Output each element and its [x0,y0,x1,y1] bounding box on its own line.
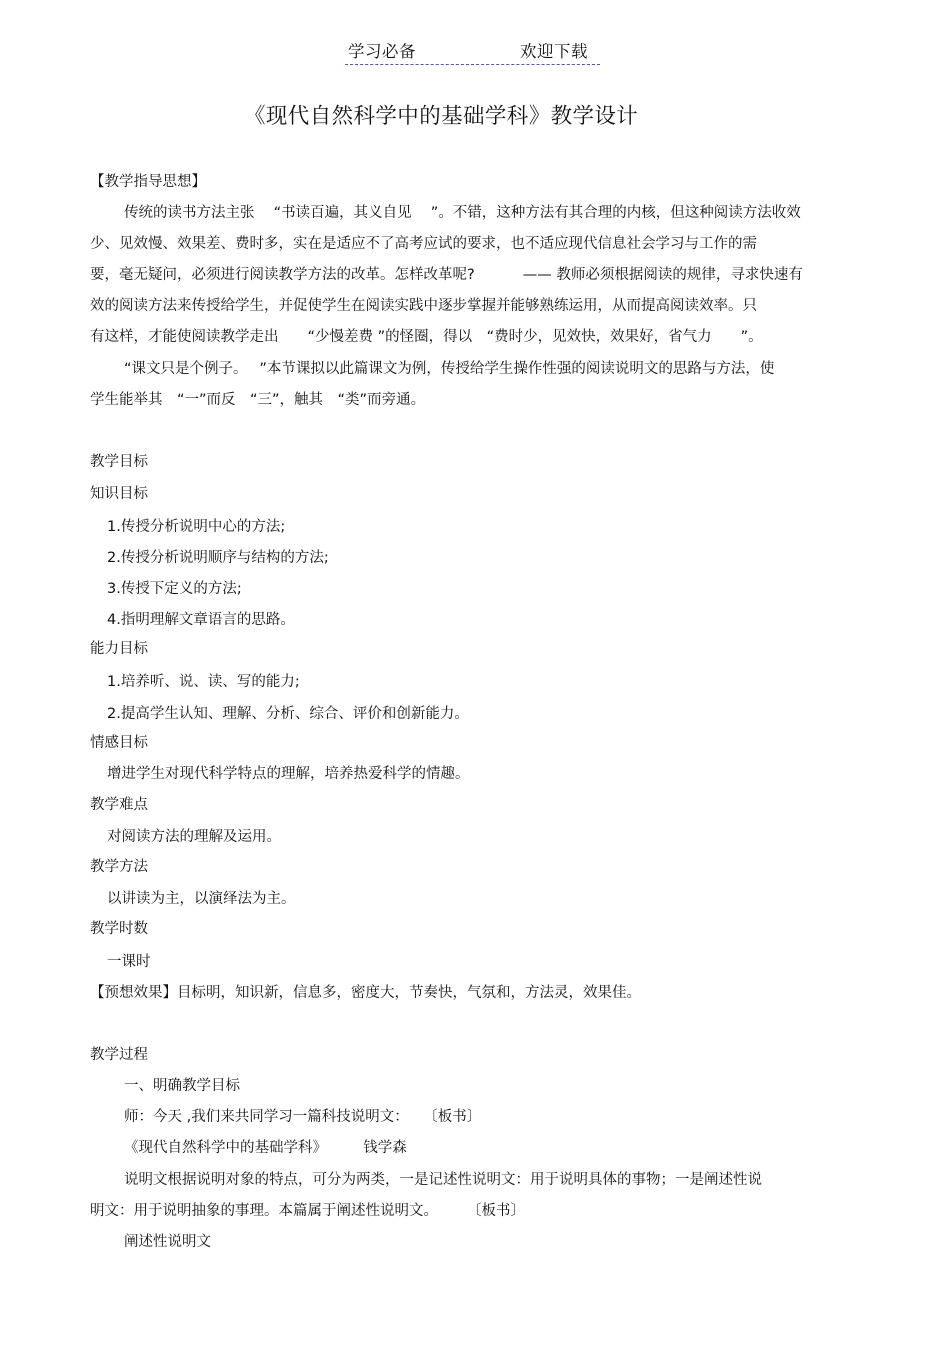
paragraph-line: 传统的读书方法主张 “书读百遍，其义自见 ”。不错，这种方法有其合理的内核，但这种阅读方法收效 [124,205,801,221]
hours-text: 一课时 [107,954,151,970]
header-left-text: 学习必备 [348,42,416,61]
knowledge-goal-item: 3.传授下定义的方法; [107,581,242,597]
page-header [348,44,588,61]
emotion-goal-text: 增进学生对现代科学特点的理解，培养热爱科学的情趣。 [107,766,470,782]
ability-goal-item: 1.培养听、说、读、写的能力; [107,674,300,690]
paragraph-line: “课文只是个例子。 ”本节课拟以此篇课文为例，传授给学生操作性强的阅读说明文的思路与方法，使 [124,361,775,377]
guide-heading: 【教学指导思想】 [90,174,206,190]
difficulty-heading: 教学难点 [90,797,148,813]
ability-goal-item: 2.提高学生认知、理解、分析、综合、评价和创新能力。 [107,706,469,722]
method-heading: 教学方法 [90,859,148,875]
paragraph-line: 有这样，才能使阅读教学走出 “少慢差费 ”的怪圈，得以 “费时少，见效快，效果好，省气力 ”。 [90,329,763,345]
emotion-goals-heading: 情感目标 [90,735,148,751]
header-right-text: 欢迎下载 [520,42,588,61]
knowledge-goal-item: 1.传授分析说明中心的方法; [107,519,286,535]
process-heading: 教学过程 [90,1047,148,1063]
process-step-1: 一、明确教学目标 [124,1078,240,1094]
knowledge-goals-heading: 知识目标 [90,486,148,502]
paragraph-line: 明文：用于说明抽象的事理。本篇属于阐述性说明文。 〔板书〕 [90,1203,525,1219]
goals-heading: 教学目标 [90,454,148,470]
paragraph-line: 学生能举其 “一”而反 “三”，触其 “类”而旁通。 [90,392,426,408]
book-title-line: 《现代自然科学中的基础学科》 钱学森 [124,1140,407,1156]
knowledge-goal-item: 4.指明理解文章语言的思路。 [107,612,295,628]
paragraph-line: 要，毫无疑问，必须进行阅读教学方法的改革。怎样改革呢? —— 教师必须根据阅读的规律，寻求快速有 [90,267,803,283]
document-title: 《现代自然科学中的基础学科》教学设计 [244,104,639,129]
header-dashed-underline [345,64,600,65]
paragraph-line: 说明文根据说明对象的特点，可分为两类，一是记述性说明文：用于说明具体的事物；一是阐述性说 [124,1172,762,1188]
paragraph-line: 少、见效慢、效果差、费时多，实在是适应不了高考应试的要求，也不适应现代信息社会学习与工作的需 [90,236,757,252]
ability-goals-heading: 能力目标 [90,641,148,657]
hours-heading: 教学时数 [90,921,148,937]
expected-effect: 【预想效果】目标明，知识新，信息多，密度大，节奏快，气氛和，方法灵，效果佳。 [90,985,641,1001]
difficulty-text: 对阅读方法的理解及运用。 [107,829,281,845]
teacher-line: 师：今天 ,我们来共同学习一篇科技说明文： 〔板书〕 [124,1109,482,1125]
paragraph-line: 效的阅读方法来传授给学生，并促使学生在阅读实践中逐步掌握并能够熟练运用，从而提高阅读效率。只 [90,298,757,314]
method-text: 以讲读为主，以演绎法为主。 [107,891,296,907]
knowledge-goal-item: 2.传授分析说明顺序与结构的方法; [107,550,329,566]
board-note-text: 阐述性说明文 [124,1234,211,1250]
